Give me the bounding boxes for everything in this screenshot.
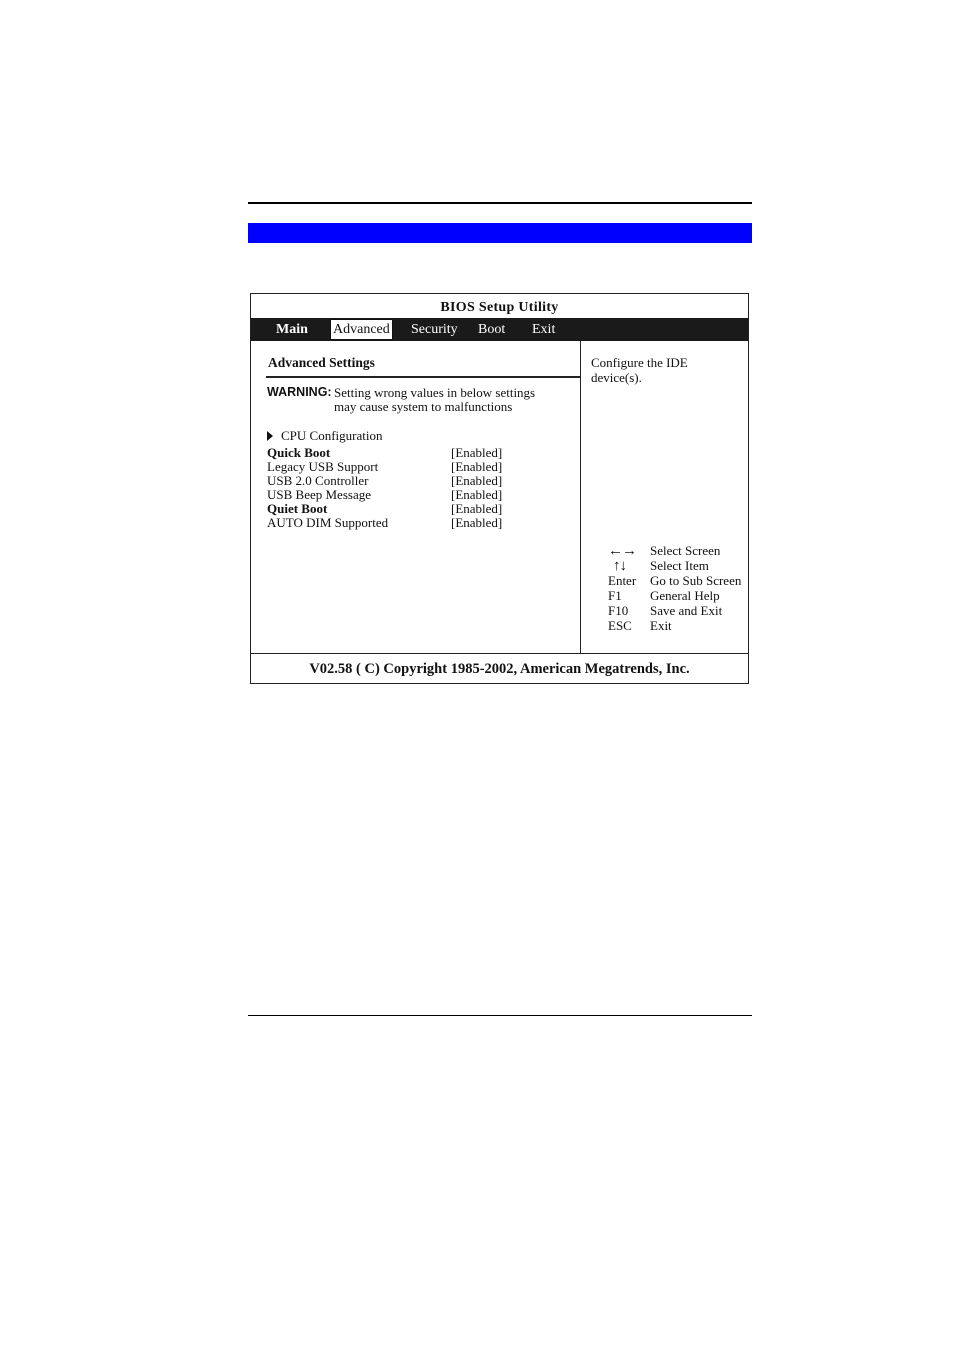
- setting-usb-2-controller[interactable]: [267, 473, 507, 487]
- setting-value[interactable]: [Enabled]: [451, 473, 503, 488]
- top-rule: [248, 202, 752, 204]
- section-divider: [266, 376, 580, 378]
- setting-value[interactable]: [Enabled]: [451, 445, 503, 460]
- bios-screen: [250, 293, 749, 684]
- key-name: Enter: [608, 573, 637, 588]
- key-name: F10: [608, 603, 629, 618]
- key-help-esc: [608, 618, 748, 633]
- key-desc: Save and Exit: [650, 603, 723, 618]
- menu-tab-advanced[interactable]: Advanced: [330, 319, 393, 340]
- submenu-cpu-configuration[interactable]: [267, 428, 382, 444]
- setting-value[interactable]: [Enabled]: [451, 501, 503, 516]
- setting-quiet-boot[interactable]: [267, 501, 507, 515]
- key-help-enter: [608, 573, 748, 588]
- setting-label: Legacy USB Support: [267, 459, 379, 474]
- setting-label: Quick Boot: [267, 445, 331, 460]
- left-right-arrows-icon: ←→: [608, 543, 636, 559]
- key-name: ESC: [608, 618, 632, 633]
- submenu-label: CPU Configuration: [281, 428, 383, 443]
- bios-menu-bar: [251, 318, 748, 341]
- menu-tab-boot[interactable]: Boot: [478, 322, 506, 337]
- setting-value[interactable]: [Enabled]: [451, 487, 503, 502]
- key-desc: General Help: [650, 588, 720, 603]
- setting-legacy-usb-support[interactable]: [267, 459, 507, 473]
- up-down-arrows-icon: ↑↓: [613, 558, 626, 574]
- key-name: F1: [608, 588, 622, 603]
- key-help-select-item: [608, 558, 748, 573]
- menu-tab-main[interactable]: Main: [276, 322, 308, 337]
- setting-label: Quiet Boot: [267, 501, 328, 516]
- setting-value[interactable]: [Enabled]: [451, 459, 503, 474]
- bottom-rule: [248, 1015, 752, 1016]
- key-desc: Go to Sub Screen: [650, 573, 742, 588]
- key-desc: Select Screen: [650, 543, 721, 558]
- help-text: Configure the IDE device(s).: [591, 355, 688, 385]
- key-help-f1: [608, 588, 748, 603]
- bios-title: BIOS Setup Utility: [440, 300, 559, 315]
- section-header-bar: [248, 223, 752, 243]
- settings-pane: [251, 341, 581, 653]
- section-title: Advanced Settings: [268, 355, 375, 370]
- submenu-arrow-icon: [267, 431, 273, 441]
- setting-label: USB 2.0 Controller: [267, 473, 369, 488]
- setting-auto-dim-supported[interactable]: [267, 515, 507, 529]
- setting-usb-beep-message[interactable]: [267, 487, 507, 501]
- setting-label: AUTO DIM Supported: [267, 515, 389, 530]
- menu-tab-security[interactable]: Security: [411, 322, 458, 337]
- warning-text-line1: Setting wrong values in below settings: [334, 385, 536, 400]
- key-help-select-screen: [608, 543, 748, 558]
- menu-tab-exit[interactable]: Exit: [532, 322, 556, 337]
- copyright-text: V02.58 ( C) Copyright 1985-2002, American Megatrends, Inc.: [309, 661, 690, 677]
- setting-label: USB Beep Message: [267, 487, 371, 502]
- key-help-f10: [608, 603, 748, 618]
- warning-label: WARNING:: [267, 385, 332, 399]
- key-desc: Exit: [650, 618, 672, 633]
- key-desc: Select Item: [650, 558, 709, 573]
- warning-text-line2: may cause system to malfunctions: [334, 399, 513, 414]
- setting-quick-boot[interactable]: [267, 445, 507, 459]
- setting-value[interactable]: [Enabled]: [451, 515, 503, 530]
- bios-footer: [251, 653, 748, 683]
- help-pane: [582, 341, 748, 653]
